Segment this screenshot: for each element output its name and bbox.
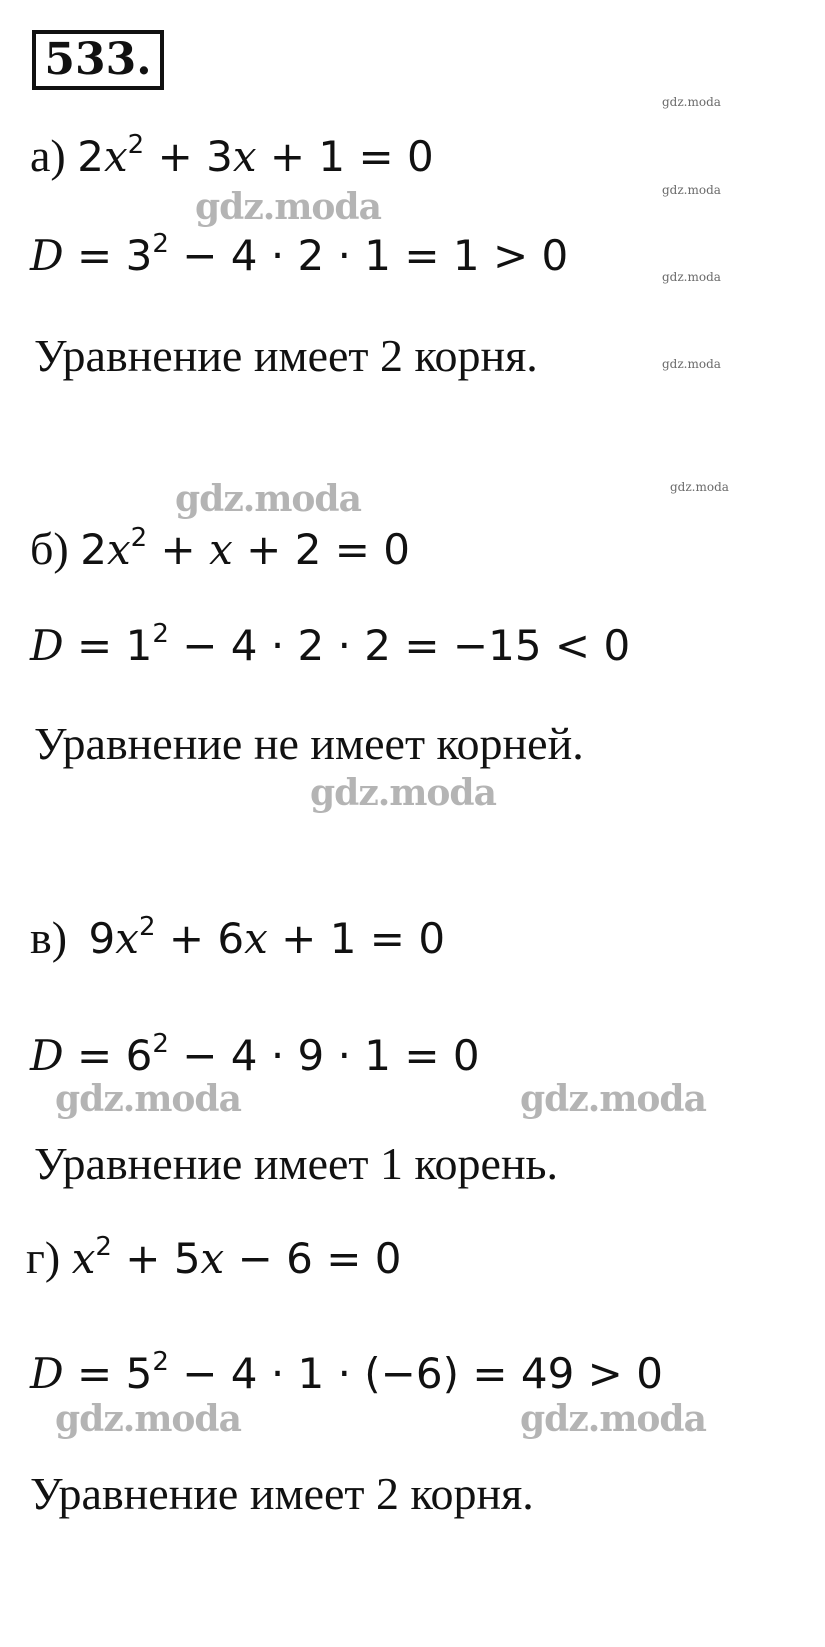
part-a-label: а) [30,130,66,181]
watermark-small-3: gdz.moda [662,270,721,284]
problem-number: 533. [32,30,164,90]
watermark-2: gdz.moda [175,478,361,520]
watermark-3: gdz.moda [310,772,496,814]
part-d-equation [26,1232,401,1285]
part-c-conclusion: Уравнение имеет 1 корень. [34,1138,559,1189]
part-b-conclusion: Уравнение не имеет корней. [34,718,584,769]
watermark-5: gdz.moda [520,1078,706,1120]
part-d-conclusion: Уравнение имеет 2 корня. [30,1468,534,1519]
watermark-6: gdz.moda [55,1398,241,1440]
watermark-small-4: gdz.moda [662,357,721,371]
part-c-math: $9x^2 + 6x + 1 = 0$ [88,912,446,963]
watermark-small-5: gdz.moda [670,480,729,494]
part-c-equation [30,912,445,965]
part-a-discriminant: $D = 3^2 - 4 \cdot 2 \cdot 1 = 1 > 0$ [30,229,569,280]
watermark-small-1: gdz.moda [662,95,721,109]
part-a-math: $2x^2 + 3x + 1 = 0$ [77,130,434,181]
part-b-label: б) [30,523,69,574]
part-d-discriminant: $D = 5^2 - 4 \cdot 1 \cdot (-6) = 49 > 0$ [30,1347,663,1398]
part-b-discriminant: $D = 1^2 - 4 \cdot 2 \cdot 2 = -15 < 0$ [30,619,631,670]
part-c-label: в) [30,912,68,963]
part-b-math: $2x^2 + x + 2 = 0$ [80,523,411,574]
watermark-small-2: gdz.moda [662,183,721,197]
part-d-label: г) [26,1232,61,1283]
part-b-equation [30,523,410,576]
part-a-equation [30,130,434,183]
part-d-math: $x^2 + 5x - 6 = 0$ [71,1232,402,1283]
part-a-conclusion: Уравнение имеет 2 корня. [34,330,538,381]
watermark-7: gdz.moda [520,1398,706,1440]
watermark-1: gdz.moda [195,186,381,228]
watermark-4: gdz.moda [55,1078,241,1120]
part-c-discriminant: $D = 6^2 - 4 \cdot 9 \cdot 1 = 0$ [30,1029,480,1080]
